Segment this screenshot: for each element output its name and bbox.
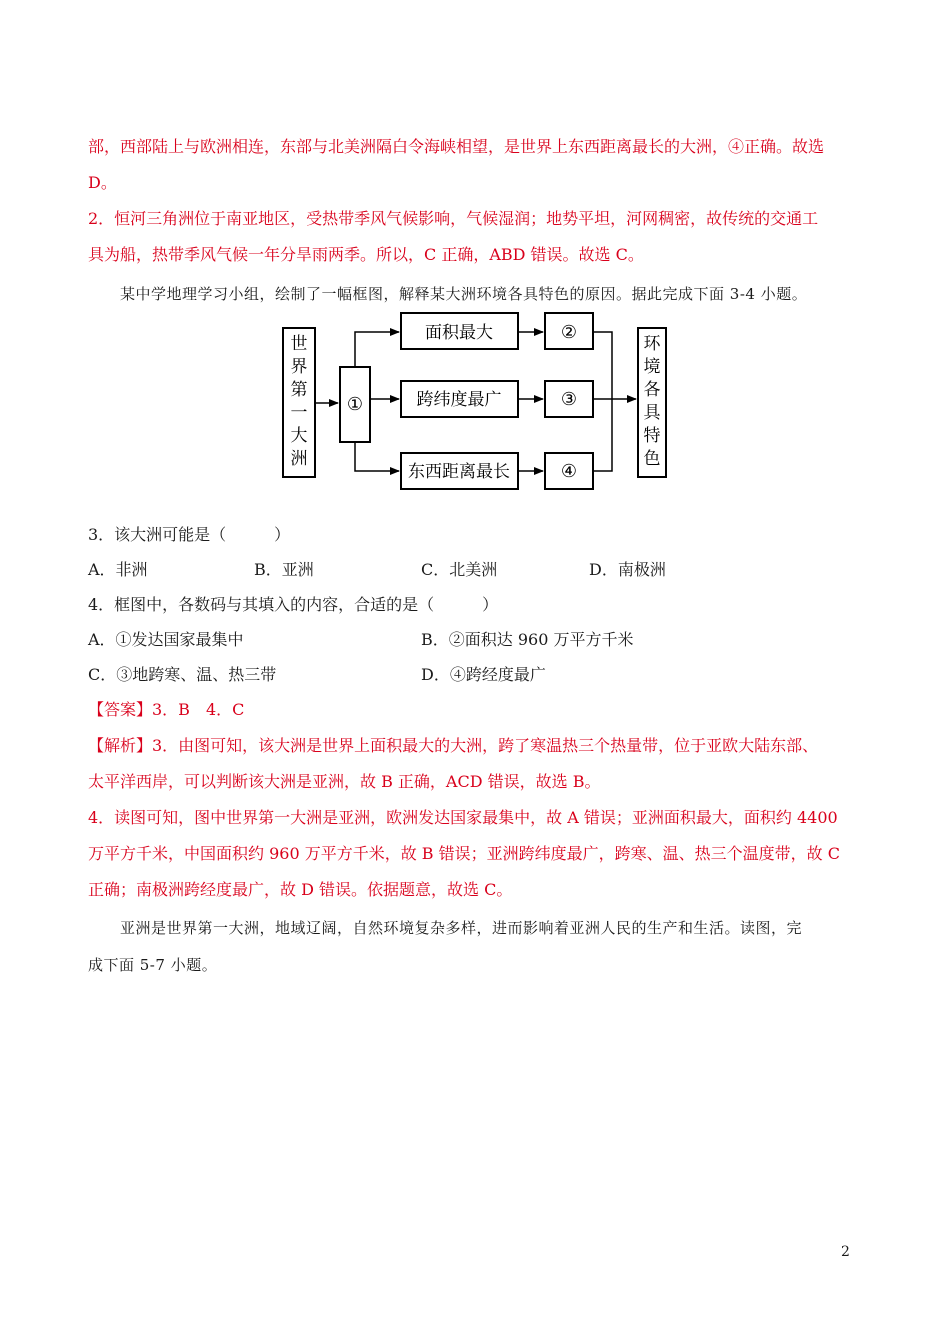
- flow-diagram: [0, 305, 950, 505]
- analysis-line: 具为船，热带季风气候一年分旱雨两季。所以，C 正确，ABD 错误。故选 C。: [88, 245, 644, 264]
- analysis-line: 部，西部陆上与欧洲相连，东部与北美洲隔白令海峡相望，是世界上东西距离最长的大洲，④正确。故选: [88, 137, 825, 156]
- analysis-line: 正确；南极洲跨经度最广，故 D 错误。依据题意，故选 C。: [88, 880, 513, 899]
- box-bot-label: 东西距离最长: [408, 462, 510, 482]
- analysis-line: 【解析】3．由图可知，该大洲是世界上面积最大的大洲，跨了寒温热三个热量带，位于亚欧大陆东部、: [88, 736, 819, 755]
- analysis-line: D。: [88, 173, 117, 192]
- small-box-top-label: ②: [560, 322, 578, 343]
- q3-option-c: C．北美洲: [421, 560, 498, 579]
- box-top-label: 面积最大: [425, 323, 493, 343]
- question-intro: 某中学地理学习小组，绘制了一幅框图，解释某大洲环境各具特色的原因。据此完成下面 3-4 小题。: [120, 285, 808, 303]
- answer-line: 【答案】3．B 4．C: [88, 700, 245, 719]
- right-box-label: 环境各具特色: [643, 334, 661, 469]
- page-number: 2: [841, 1244, 850, 1260]
- left-box-label: 世界第一大洲: [290, 334, 308, 469]
- analysis-line: 太平洋西岸，可以判断该大洲是亚洲，故 B 正确，ACD 错误，故选 B。: [88, 772, 601, 791]
- question-intro: 成下面 5-7 小题。: [88, 956, 218, 974]
- q4-option-d: D．④跨经度最广: [421, 665, 546, 684]
- q3-option-d: D．南极洲: [589, 560, 666, 579]
- q3-stem: 3．该大洲可能是（ ）: [88, 525, 291, 544]
- q4-option-b: B．②面积达 960 万平方千米: [421, 630, 634, 649]
- q4-option-a: A．①发达国家最集中: [88, 630, 244, 649]
- mid-box-label: ①: [346, 394, 364, 415]
- question-intro: 亚洲是世界第一大洲，地域辽阔，自然环境复杂多样，进而影响着亚洲人民的生产和生活。读图，完: [120, 919, 803, 937]
- analysis-line: 2．恒河三角洲位于南亚地区，受热带季风气候影响，气候湿润；地势平坦，河网稠密，故传统的交通工: [88, 209, 819, 228]
- q3-option-b: B．亚洲: [254, 560, 314, 579]
- q4-stem: 4．框图中，各数码与其填入的内容，合适的是（ ）: [88, 595, 499, 614]
- q3-option-a: A．非洲: [88, 560, 148, 579]
- analysis-line: 4．读图可知，图中世界第一大洲是亚洲，欧洲发达国家最集中，故 A 错误；亚洲面积最大，面积约 4400: [88, 808, 838, 827]
- box-mid-label: 跨纬度最广: [416, 390, 502, 410]
- q4-option-c: C．③地跨寒、温、热三带: [88, 665, 277, 684]
- small-box-bot-label: ④: [560, 461, 578, 482]
- analysis-line: 万平方千米，中国面积约 960 万平方千米，故 B 错误；亚洲跨纬度最广，跨寒、温、热三个温度带，故 C: [88, 844, 840, 863]
- small-box-mid-label: ③: [560, 389, 578, 410]
